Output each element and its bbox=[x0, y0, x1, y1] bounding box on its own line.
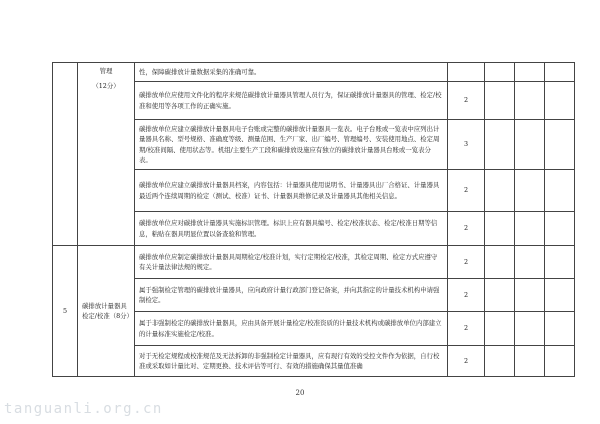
score-cell: 3 bbox=[448, 120, 485, 170]
requirement-cell: 碳排放单位应建立碳排放计量器具电子台账或完整的碳排放计量器具一览表。电子台账或一览表中应列出计量器具名称、型号规格、准确度等级、测量范围、生产厂家、出厂编号、管理编号、安装使用地点、检定周期/校准间隔、使用状态等。机组/主要生产工段和碳排放设施应有独立的碳排放计量器具台账或一览表分表。 bbox=[135, 120, 448, 170]
blank-cell bbox=[545, 212, 575, 246]
blank-cell bbox=[485, 63, 515, 82]
item-number-cell: 5 bbox=[53, 246, 78, 377]
score-cell: 2 bbox=[448, 82, 485, 120]
requirement-cell: 对于无检定规程或校准规范及无法拆卸的非强制检定计量器具，应有现行有效的受控文件作为依据，自行校准或采取如计量比对、定期更换、技术评估等可行、有效的措施确保其量值准确 bbox=[135, 346, 448, 377]
score-cell bbox=[448, 63, 485, 82]
score-cell: 2 bbox=[448, 246, 485, 279]
item-name-cell bbox=[78, 246, 135, 377]
blank-cell bbox=[545, 120, 575, 170]
score-cell: 2 bbox=[448, 212, 485, 246]
requirement-cell: 属于强制检定管理的碳排放计量器具，应向政府计量行政部门登记备案，并向其指定的计量技术机构申请强制检定。 bbox=[135, 279, 448, 312]
score-cell: 2 bbox=[448, 170, 485, 212]
item-score-label: （12分） bbox=[92, 82, 120, 91]
table-row bbox=[53, 63, 575, 82]
blank-cell bbox=[545, 170, 575, 212]
requirement-cell: 碳排放单位应对碳排放计量器具实施标识管理。标识上应有器具编号、检定/校准状态、检定/校准日期等信息，粘贴在器具明显位置以备查验和管理。 bbox=[135, 212, 448, 246]
blank-cell bbox=[515, 82, 545, 120]
blank-cell bbox=[515, 63, 545, 82]
item-label: 管理 bbox=[99, 67, 113, 75]
blank-cell bbox=[515, 170, 545, 212]
blank-cell bbox=[485, 346, 515, 377]
assessment-table bbox=[52, 62, 575, 377]
blank-cell bbox=[545, 82, 575, 120]
requirement-cell: 碳排放单位应建立碳排放计量器具档案，内容包括：计量器具使用说明书、计量器具出厂合格证、计量器具最近两个连续周期的检定（测试、校准）证书、计量器具维修记录及计量器具其他相关信息。 bbox=[135, 170, 448, 212]
table-row bbox=[53, 246, 575, 279]
score-cell: 2 bbox=[448, 312, 485, 346]
blank-cell bbox=[485, 120, 515, 170]
blank-cell bbox=[485, 246, 515, 279]
requirement-cell: 碳排放单位应使用文件化的程序来规范碳排放计量器具管理人员行为，保证碳排放计量器具的管理、检定/校准和使用等各项工作的正确实施。 bbox=[135, 82, 448, 120]
requirement-cell: 碳排放单位应制定碳排放计量器具周期检定/校准计划，实行定期检定/校准，其检定周期、检定方式应遵守有关计量法律法规的规定。 bbox=[135, 246, 448, 279]
item-label: 碳排放计量器具检定/校准（8分） bbox=[82, 301, 133, 320]
blank-cell bbox=[515, 279, 545, 312]
blank-cell bbox=[485, 170, 515, 212]
blank-cell bbox=[485, 312, 515, 346]
blank-cell bbox=[515, 212, 545, 246]
score-cell: 2 bbox=[448, 346, 485, 377]
blank-cell bbox=[485, 212, 515, 246]
page-number: 20 bbox=[295, 389, 305, 397]
item-number-cell bbox=[53, 63, 78, 246]
blank-cell bbox=[515, 246, 545, 279]
blank-cell bbox=[545, 312, 575, 346]
blank-cell bbox=[545, 246, 575, 279]
blank-cell bbox=[545, 346, 575, 377]
blank-cell bbox=[515, 120, 545, 170]
blank-cell bbox=[515, 346, 545, 377]
blank-cell bbox=[485, 279, 515, 312]
blank-cell bbox=[515, 312, 545, 346]
requirement-cell: 性，保障碳排放计量数据采集的准确可靠。 bbox=[135, 63, 448, 82]
blank-cell bbox=[485, 82, 515, 120]
score-cell: 2 bbox=[448, 279, 485, 312]
watermark: tanguanli.org.cn bbox=[4, 401, 163, 417]
requirement-cell: 属于非强制检定的碳排放计量器具，应由具备开展计量检定/校准资质的计量技术机构或碳排放单位内部建立的计量标准实施检定/校准。 bbox=[135, 312, 448, 346]
blank-cell bbox=[545, 279, 575, 312]
item-name-cell bbox=[78, 63, 135, 246]
blank-cell bbox=[545, 63, 575, 82]
